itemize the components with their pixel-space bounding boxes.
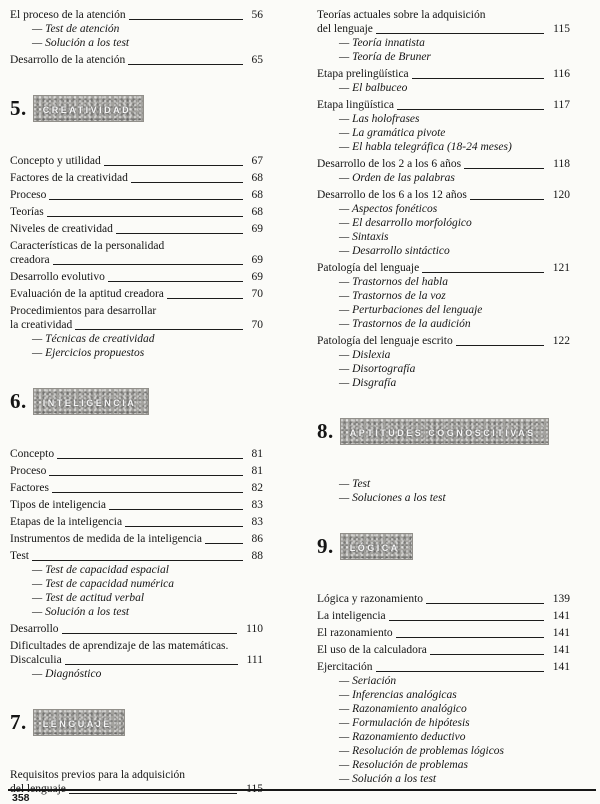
leader-line — [131, 182, 243, 183]
toc-entry-title: Proceso — [10, 189, 47, 201]
leader-line — [129, 19, 243, 20]
leader-line — [430, 654, 544, 655]
toc-sub-entry: — Dislexia — [339, 349, 391, 361]
leader-line — [128, 64, 242, 65]
toc-entry-line — [317, 592, 570, 606]
toc-entry-line — [317, 609, 570, 623]
toc-page-number: 69 — [251, 254, 263, 266]
toc-sub-entry: — Test de actitud verbal — [32, 592, 145, 604]
leader-line — [32, 560, 243, 561]
toc-page-number: 68 — [251, 189, 263, 201]
toc-page-number: 118 — [553, 158, 570, 170]
toc-page-number: 115 — [246, 783, 263, 795]
toc-sub-entry: — La gramática pivote — [339, 127, 446, 139]
toc-sub-entry: — Perturbaciones del lenguaje — [339, 304, 483, 316]
toc-page-number: 139 — [552, 593, 570, 605]
toc-entry-line — [10, 205, 263, 219]
toc-sub-entry: — Test de atención — [32, 23, 120, 35]
leader-line — [167, 298, 243, 299]
toc-entry-title: Concepto — [10, 448, 55, 460]
chapter-title-banner — [33, 95, 144, 122]
toc-entry — [10, 239, 263, 267]
toc-entry — [10, 188, 263, 202]
toc-page-number: 83 — [251, 499, 263, 511]
toc-entry — [10, 287, 263, 301]
chapter-heading — [10, 388, 263, 415]
chapter-heading — [317, 418, 570, 445]
chapter-number: 9. — [317, 534, 334, 558]
toc-entry-line — [317, 8, 570, 22]
toc-entry-title: Factores de la creatividad — [10, 172, 128, 184]
toc-entry-line — [10, 188, 263, 202]
toc-entry-line — [10, 270, 263, 284]
toc-sub-entry: — Orden de las palabras — [339, 172, 455, 184]
toc-page-number: 69 — [251, 271, 263, 283]
leader-line — [422, 272, 544, 273]
toc-entry-line — [10, 154, 263, 168]
toc-entry-line — [10, 53, 263, 67]
toc-page-number: 70 — [251, 288, 263, 300]
leader-line — [116, 233, 243, 234]
leader-line — [456, 345, 544, 346]
toc-page-number: 121 — [552, 262, 570, 274]
toc-entry — [10, 8, 263, 50]
toc-entry-title: Características de la personalidad — [10, 240, 165, 252]
toc-page-number: 141 — [552, 661, 570, 673]
toc-page-number: 56 — [251, 9, 263, 21]
toc-entry-title: El proceso de la atención — [10, 9, 126, 21]
chapter-title: CREATIVIDAD — [42, 105, 132, 115]
toc-entry-title: Concepto y utilidad — [10, 155, 101, 167]
toc-entry — [317, 477, 570, 505]
leader-line — [57, 458, 242, 459]
leader-line — [53, 264, 243, 265]
toc-sub-entry: — Razonamiento analógico — [339, 703, 467, 715]
toc-page-number: 117 — [553, 99, 570, 111]
toc-entry-title: creadora — [10, 254, 50, 266]
leader-line — [62, 633, 238, 634]
chapter-heading — [10, 709, 263, 736]
toc-sub-entry: — Resolución de problemas — [339, 759, 468, 771]
leader-line — [397, 109, 544, 110]
toc-page-number: 81 — [251, 448, 263, 460]
toc-entry-line — [10, 549, 263, 563]
toc-sub-entry: — Teoría de Bruner — [339, 51, 431, 63]
toc-entry-line — [10, 464, 263, 478]
toc-entry — [10, 532, 263, 546]
toc-entry — [10, 270, 263, 284]
toc-entry-line — [10, 639, 263, 653]
toc-sub-entry: — El balbuceo — [339, 82, 408, 94]
toc-sub-entry: — Desarrollo sintáctico — [339, 245, 450, 257]
toc-entry-line — [317, 626, 570, 640]
toc-entry-title: Discalculia — [10, 654, 62, 666]
toc-entry-line — [10, 481, 263, 495]
chapter-title-banner — [340, 418, 549, 445]
toc-entry-title: Proceso — [10, 465, 47, 477]
toc-sub-entry: — Trastornos del habla — [339, 276, 448, 288]
leader-line — [49, 475, 242, 476]
toc-page-number: 81 — [251, 465, 263, 477]
toc-entry — [10, 447, 263, 461]
toc-sub-entry: — Test de capacidad espacial — [32, 564, 169, 576]
toc-page-number: 141 — [552, 627, 570, 639]
toc-entry — [10, 639, 263, 681]
toc-entry-title: del lenguaje — [317, 23, 373, 35]
toc-entry-title: Dificultades de aprendizaje de las matemáticas. — [10, 640, 229, 652]
toc-page-number: 70 — [251, 319, 263, 331]
toc-page-number: 88 — [251, 550, 263, 562]
toc-entry-title: Patología del lenguaje — [317, 262, 420, 274]
leader-line — [108, 281, 243, 282]
leader-line — [65, 664, 238, 665]
leader-line — [412, 78, 545, 79]
toc-entry-title: la creatividad — [10, 319, 73, 331]
toc-sub-entry: — El desarrollo morfológico — [339, 217, 472, 229]
toc-entry — [317, 626, 570, 640]
toc-entry-title: Teorías — [10, 206, 44, 218]
toc-sub-entry: — Las holofrases — [339, 113, 420, 125]
toc-sub-entry: — Diagnóstico — [32, 668, 102, 680]
toc-entry — [10, 304, 263, 360]
toc-page-number: 116 — [553, 68, 570, 80]
chapter-title: APTITUDES COGNOSCITIVAS — [349, 428, 536, 438]
toc-entry-title: Requisitos previos para la adquisición — [10, 769, 186, 781]
toc-entry — [317, 643, 570, 657]
toc-entry — [10, 549, 263, 619]
toc-entry-line — [10, 304, 263, 318]
toc-entry-line — [10, 253, 263, 267]
toc-entry — [10, 481, 263, 495]
toc-entry — [317, 8, 570, 64]
toc-entry — [317, 592, 570, 606]
chapter-title-banner — [33, 709, 125, 736]
toc-sub-entry: — Test — [339, 478, 371, 490]
two-column-layout — [10, 8, 570, 799]
toc-entry-line — [317, 660, 570, 674]
leader-line — [125, 526, 242, 527]
toc-entry-line — [10, 171, 263, 185]
toc-entry-title: del lenguaje — [10, 783, 66, 795]
toc-page-number: 141 — [552, 644, 570, 656]
toc-sub-entry: — Razonamiento deductivo — [339, 731, 466, 743]
toc-sub-entry: — Disgrafía — [339, 377, 397, 389]
leader-line — [49, 199, 242, 200]
toc-page-number: 67 — [251, 155, 263, 167]
chapter-number: 5. — [10, 96, 27, 120]
toc-sub-entry: — Sintaxis — [339, 231, 389, 243]
toc-entry-title: Niveles de creatividad — [10, 223, 113, 235]
toc-entry — [10, 205, 263, 219]
toc-entry-line — [317, 261, 570, 275]
toc-entry-title: Etapas de la inteligencia — [10, 516, 123, 528]
toc-page-number: 82 — [251, 482, 263, 494]
toc-entry — [10, 154, 263, 168]
toc-sub-entry: — Resolución de problemas lógicos — [339, 745, 505, 757]
toc-entry-line — [10, 287, 263, 301]
toc-entry-title: Test — [10, 550, 29, 562]
leader-line — [47, 216, 243, 217]
toc-sub-entry: — Teoría innatista — [339, 37, 425, 49]
toc-sub-entry: — Solución a los test — [339, 773, 437, 785]
toc-entry — [317, 157, 570, 185]
toc-entry-title: Desarrollo de la atención — [10, 54, 126, 66]
toc-sub-entry: — Disortografía — [339, 363, 416, 375]
toc-entry-line — [10, 768, 263, 782]
toc-page-number: 111 — [246, 654, 263, 666]
leader-line — [205, 543, 243, 544]
chapter-number: 6. — [10, 389, 27, 413]
toc-entry — [317, 261, 570, 331]
toc-sub-entry: — Ejercicios propuestos — [32, 347, 145, 359]
leader-line — [52, 492, 243, 493]
toc-sub-entry: — Trastornos de la audición — [339, 318, 471, 330]
toc-entry — [317, 188, 570, 258]
chapter-title: LENGUAJE — [42, 719, 112, 729]
chapter-title: LÓGICA — [349, 543, 400, 553]
toc-sub-entry: — Aspectos fonéticos — [339, 203, 438, 215]
toc-sub-entry: — Técnicas de creatividad — [32, 333, 155, 345]
toc-entry-title: Desarrollo evolutivo — [10, 271, 105, 283]
toc-entry-line — [10, 498, 263, 512]
left-column — [10, 8, 263, 799]
toc-entry-line — [317, 98, 570, 112]
toc-entry-title: Etapa lingüística — [317, 99, 394, 111]
toc-entry — [317, 67, 570, 95]
toc-entry-title: Desarrollo de los 6 a los 12 años — [317, 189, 467, 201]
toc-sub-entry: — El habla telegráfica (18-24 meses) — [339, 141, 512, 153]
leader-line — [464, 168, 544, 169]
toc-entry-title: Teorías actuales sobre la adquisición — [317, 9, 486, 21]
toc-entry-line — [317, 334, 570, 348]
toc-entry-title: El razonamiento — [317, 627, 393, 639]
footer-rule — [8, 789, 596, 791]
toc-entry — [317, 98, 570, 154]
toc-page-number: 115 — [553, 23, 570, 35]
toc-page-number: 68 — [251, 172, 263, 184]
toc-entry-title: Lógica y razonamiento — [317, 593, 424, 605]
leader-line — [376, 33, 544, 34]
toc-entry-title: Desarrollo de los 2 a los 6 años — [317, 158, 462, 170]
toc-entry-title: Patología del lenguaje escrito — [317, 335, 453, 347]
chapter-number: 8. — [317, 419, 334, 443]
toc-page-number: 120 — [552, 189, 570, 201]
toc-entry-line — [10, 515, 263, 529]
toc-entry-line — [317, 67, 570, 81]
toc-entry-title: La inteligencia — [317, 610, 386, 622]
leader-line — [396, 637, 544, 638]
toc-sub-entry: — Inferencias analógicas — [339, 689, 457, 701]
toc-entry-line — [10, 222, 263, 236]
toc-sub-entry: — Seriación — [339, 675, 397, 687]
toc-entry — [317, 334, 570, 390]
leader-line — [376, 671, 544, 672]
toc-entry — [317, 660, 570, 786]
chapter-heading — [317, 533, 570, 560]
toc-entry — [10, 515, 263, 529]
toc-entry-title: Tipos de inteligencia — [10, 499, 107, 511]
toc-entry-line — [10, 239, 263, 253]
toc-entry-line — [10, 318, 263, 332]
toc-entry — [10, 222, 263, 236]
chapter-title: INTELIGENCIA — [42, 398, 137, 408]
toc-entry-line — [10, 8, 263, 22]
toc-page-number: 65 — [251, 54, 263, 66]
toc-entry-title: Etapa prelingüística — [317, 68, 409, 80]
toc-page-number: 69 — [251, 223, 263, 235]
toc-sub-entry: — Solución a los test — [32, 606, 130, 618]
toc-entry — [10, 498, 263, 512]
toc-sub-entry: — Solución a los test — [32, 37, 130, 49]
toc-entry-line — [317, 188, 570, 202]
toc-entry — [10, 768, 263, 796]
toc-page-number: 83 — [251, 516, 263, 528]
chapter-title-banner — [33, 388, 150, 415]
chapter-title-banner — [340, 533, 413, 560]
toc-page-number: 122 — [552, 335, 570, 347]
chapter-number: 7. — [10, 710, 27, 734]
leader-line — [104, 165, 243, 166]
toc-entry — [10, 464, 263, 478]
leader-line — [470, 199, 544, 200]
leader-line — [389, 620, 544, 621]
toc-entry-title: El uso de la calculadora — [317, 644, 427, 656]
toc-entry-line — [10, 653, 263, 667]
toc-sub-entry: — Formulación de hipótesis — [339, 717, 470, 729]
toc-entry-line — [10, 532, 263, 546]
toc-entry-title: Factores — [10, 482, 49, 494]
toc-page-number: 68 — [251, 206, 263, 218]
toc-entry — [10, 171, 263, 185]
toc-entry-line — [10, 447, 263, 461]
toc-entry-title: Evaluación de la aptitud creadora — [10, 288, 164, 300]
footer-page-number: 358 — [12, 792, 30, 804]
toc-entry — [317, 609, 570, 623]
toc-entry-line — [317, 157, 570, 171]
toc-entry-title: Ejercitación — [317, 661, 373, 673]
toc-entry-title: Instrumentos de medida de la inteligencia — [10, 533, 202, 545]
toc-entry-line — [317, 22, 570, 36]
chapter-heading — [10, 95, 263, 122]
toc-entry — [10, 53, 263, 67]
toc-page-number: 86 — [251, 533, 263, 545]
toc-entry-line — [10, 622, 263, 636]
toc-entry-title: Desarrollo — [10, 623, 59, 635]
leader-line — [75, 329, 242, 330]
toc-sub-entry: — Trastornos de la voz — [339, 290, 446, 302]
right-column — [317, 8, 570, 799]
toc-page-number: 141 — [552, 610, 570, 622]
toc-entry-title: Procedimientos para desarrollar — [10, 305, 157, 317]
toc-sub-entry: — Soluciones a los test — [339, 492, 446, 504]
leader-line — [109, 509, 242, 510]
leader-line — [69, 793, 237, 794]
toc-sub-entry: — Test de capacidad numérica — [32, 578, 175, 590]
leader-line — [426, 603, 544, 604]
toc-entry-line — [317, 643, 570, 657]
toc-entry — [10, 622, 263, 636]
toc-page-number: 110 — [246, 623, 263, 635]
